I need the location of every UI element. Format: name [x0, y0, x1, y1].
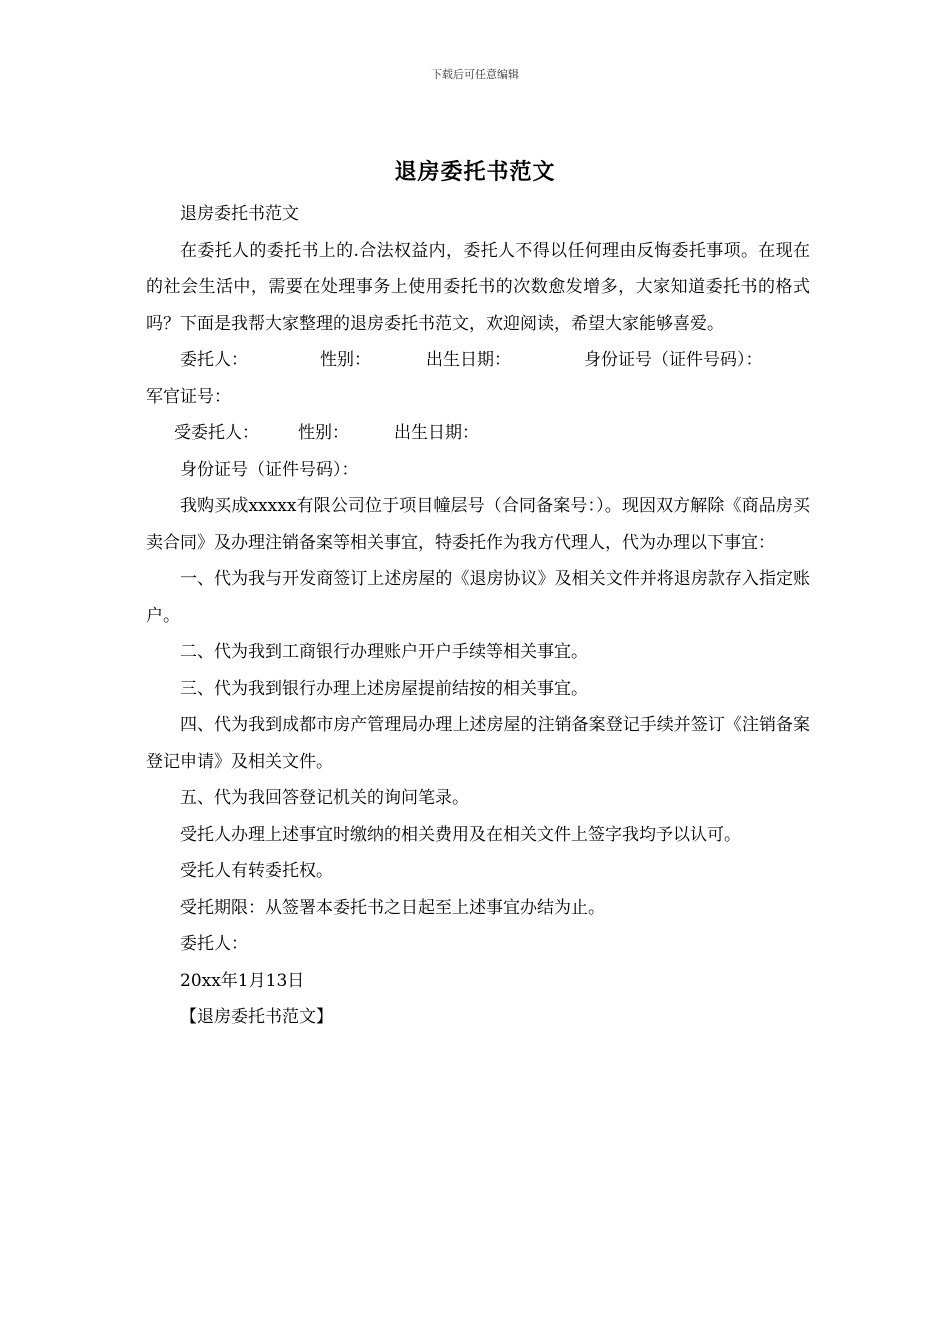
term-paragraph: 受托期限：从签署本委托书之日起至上述事宜办结为止。: [180, 897, 605, 918]
signing-date: 20xx年1月13日: [180, 970, 305, 991]
principal-label: 委托人：: [180, 350, 248, 370]
principal-gender-label: 性别：: [320, 350, 371, 370]
signature-label: 委托人：: [180, 934, 248, 954]
agent-birth-date-label: 出生日期：: [394, 423, 479, 443]
document-body: [146, 196, 810, 1036]
approval-paragraph: 受托人办理上述事宜时缴纳的相关费用及在相关文件上签字我均予以认可。: [180, 824, 741, 845]
item-2: 二、代为我到工商银行办理账户开户手续等相关事宜。: [180, 642, 588, 662]
footer-title: 【退房委托书范文】: [180, 1007, 333, 1027]
purchase-paragraph: 我购买成xxxxx有限公司位于项目幢层号（合同备案号：）。现因双方解除《商品房买卖合同》及办理注销备案等相关事宜，特委托作为我方代理人，代为办理以下事宜：: [146, 496, 810, 553]
item-5: 五、代为我回答登记机关的询问笔录。: [180, 788, 469, 808]
intro-paragraph: 在委托人的委托书上的.合法权益内，委托人不得以任何理由反悔委托事项。在现在的社会生活中，需要在处理事务上使用委托书的次数愈发增多，大家知道委托书的格式吗？下面是我帮大家整理的退房委托书范文，欢迎阅读，希望大家能够喜爱。: [146, 240, 810, 334]
agent-gender-label: 性别：: [298, 423, 349, 443]
document-title: 退房委托书范文: [394, 159, 556, 185]
principal-birth-date-label: 出生日期：: [426, 350, 511, 370]
agent-label: 受委托人：: [174, 423, 259, 443]
sub-delegation-paragraph: 受托人有转委托权。: [180, 861, 333, 881]
agent-id-label: 身份证号（证件号码）：: [180, 459, 359, 480]
principal-fields-row: [146, 342, 810, 379]
subtitle-line: 退房委托书范文: [180, 204, 299, 224]
military-id-label: 军官证号：: [146, 386, 231, 407]
agent-fields-row: [146, 415, 810, 452]
item-4: 四、代为我到成都市房产管理局办理上述房屋的注销备案登记手续并签订《注销备案登记申请》及相关文件。: [146, 715, 810, 772]
header-note: 下载后可任意编辑: [431, 68, 519, 81]
principal-id-number-label: 身份证号（证件号码）：: [584, 350, 763, 370]
item-3: 三、代为我到银行办理上述房屋提前结按的相关事宜。: [180, 678, 588, 699]
item-1: 一、代为我与开发商签订上述房屋的《退房协议》及相关文件并将退房款存入指定账户。: [146, 569, 810, 626]
